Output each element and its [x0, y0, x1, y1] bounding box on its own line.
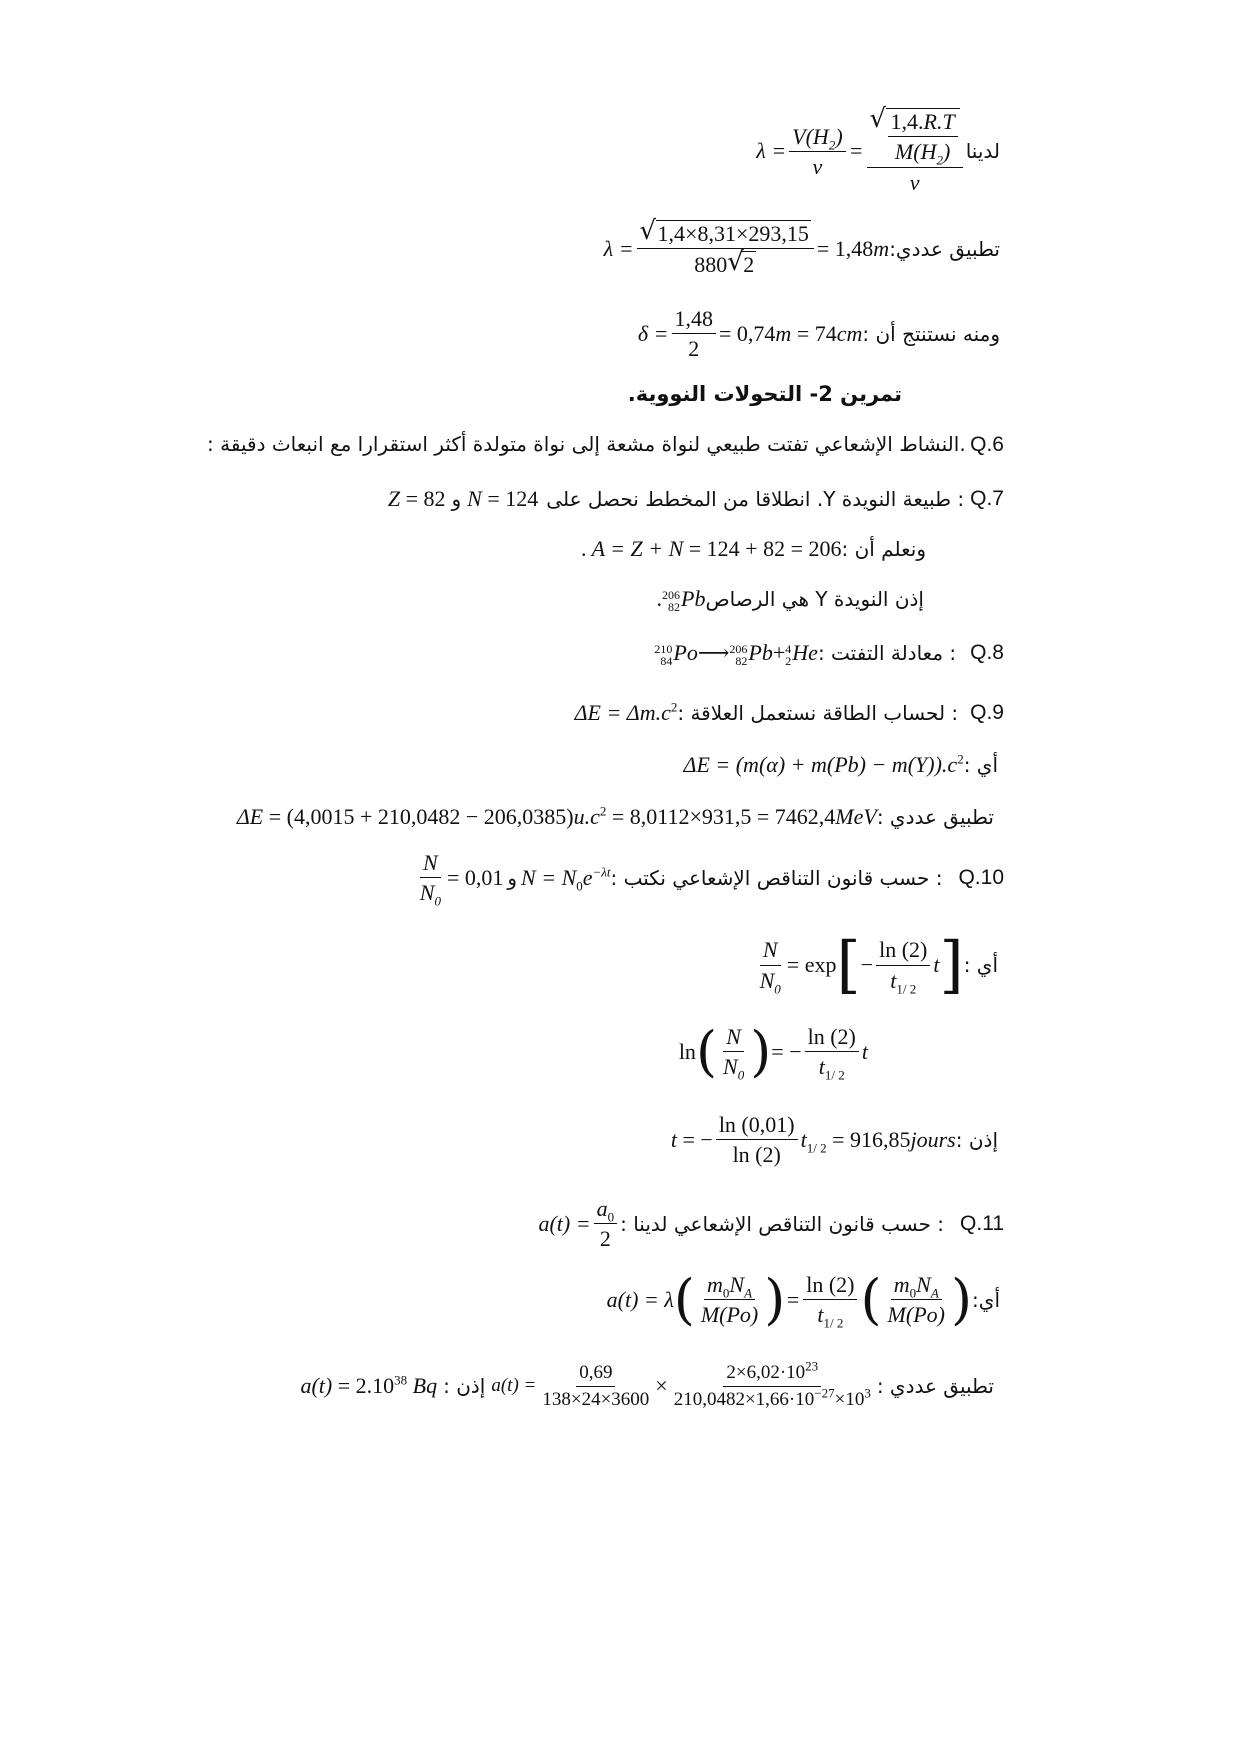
q7-text: : طبيعة النويدة Y. انطلاقا من المخطط نحصل على: [546, 487, 965, 511]
exercise-title: تمرين 2- التحولات النووية.: [627, 382, 902, 406]
q7-conclusion: . 206 82 Pb إذن النويدة Y هي الرصاص: [656, 586, 924, 614]
q9-numeric: $\Delta E = (4,0015 + 210,0482 - 206,0385)u.c^2 = 8,0112\times 931,5 = 7462,4MeV$ تطبيق عددي :: [236, 803, 994, 829]
q8-line: 210 84 Po⟶ 206 82 Pb+ 4 2 He : معادلة التفتت : Q.8: [654, 640, 1004, 668]
q10-label: Q.10: [958, 865, 1004, 889]
q11-activity: a(t) = λ ( $\frac{m_0N_A}{M(Po)}$ ) = $\frac{\ln (2)}{t_{1/ 2}}$ ( $\frac{m_0N_A}{M(Po)}$ ) أي:: [606, 1267, 1000, 1331]
q7-mass-number: . A = Z + N = 124 + 82 = 206 ونعلم أن :: [581, 536, 926, 561]
q9-label: Q.9: [970, 701, 1004, 724]
q10-result: t = − $\frac{\ln (0,01)}{\ln (2)}$ $t_{1/ 2}$ = 916,85jours إذن :: [670, 1112, 998, 1168]
formula-delta: δ = $\frac{1,48}{2}$ = 0,74m = 74cm ومنه نستنتج أن :: [637, 306, 1000, 362]
q11-line: a(t) = $\frac{a_0}{2}$ : حسب قانون التناقص الإشعاعي لدينا : Q.11: [538, 1196, 1004, 1252]
q10-ln: ln ( $\frac{N}{N_0}$ ) = − $\frac{\ln (2)}{t_{1/ 2}}$ t: [678, 1019, 868, 1083]
q11-numeric: $a(t) = 2.10^{38}$ Bq إذن : a(t) = $\frac{0,69}{138\times 24\times 3600}$ × $\frac{2\times 6,02\cdot 10^{23}}{210,0482\times 1,66\cdot 10^{-27}\times 10^3}$ تطبيق عددي :: [300, 1358, 994, 1410]
numeric-application-label: تطبيق عددي:: [889, 236, 1000, 261]
q9-line: $\Delta E = \Delta m.c^2$ : لحساب الطاقة نستعمل العلاقة : Q.9: [574, 699, 1004, 725]
intro-text: لدينا: [965, 139, 1000, 164]
formula-lambda-num: λ = √ $\frac{1,4\times 8,31\times 293,15}{880√ 2}$ = 1,48m تطبيق عددي:: [604, 220, 1004, 278]
q7-label: Q.7: [970, 487, 1004, 510]
formula-lambda-def: λ = $\frac{V(H_2)}{v}$ = √ $\frac{\frac{1,4.R.T}{M(H_2)}}{v}$ لدينا: [756, 108, 1004, 195]
q6-label: Q.6: [970, 433, 1004, 456]
q10-exp: $\frac{N}{N_0}$ = exp [ − $\frac{\ln (2)}{t_{1/ 2}}$ t ] أي :: [759, 928, 998, 1001]
q10-line: $\frac{N}{N_0}$ = 0,01 و $N = N_0e^{-\lambda t}$ : حسب قانون التناقص الإشعاعي نكتب : Q.10: [419, 850, 1004, 909]
q6-text: : النشاط الإشعاعي تفتت طبيعي لنواة مشعة إلى نواة متولدة أكثر استقرارا مع انبعاث دقيقة.: [207, 432, 966, 456]
q6-line: [207, 432, 1004, 457]
conclusion-text: ومنه نستنتج أن :: [862, 321, 1000, 346]
q7-line: Z = 82 و N = 124 : طبيعة النويدة Y. انطلاقا من المخطط نحصل على Q.7: [387, 486, 1004, 511]
q8-label: Q.8: [970, 641, 1004, 665]
q9-expand: $\Delta E = (m(\alpha) + m(Pb) - m(Y)).c^2$ أي :: [683, 751, 998, 777]
q11-label: Q.11: [960, 1211, 1004, 1235]
